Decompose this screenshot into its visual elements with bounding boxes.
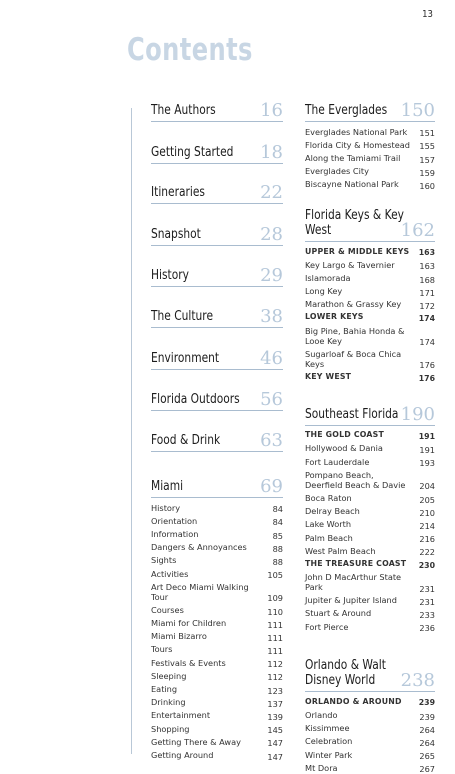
toc-entry-page: 230 bbox=[418, 560, 435, 570]
toc-entry-label: Palm Beach bbox=[305, 532, 353, 543]
toc-entry-page: 264 bbox=[419, 738, 435, 748]
toc-heading-page: 238 bbox=[400, 670, 435, 692]
toc-entry-page: 105 bbox=[267, 570, 283, 581]
toc-heading-label: The Culture bbox=[151, 309, 214, 324]
toc-entry[interactable] bbox=[305, 125, 435, 138]
toc-entry[interactable] bbox=[151, 656, 283, 669]
toc-entry[interactable] bbox=[151, 643, 283, 656]
toc-section-florida-outdoors bbox=[151, 383, 283, 411]
toc-entry-label: Drinking bbox=[151, 697, 186, 708]
toc-entry-page: 171 bbox=[419, 287, 435, 298]
toc-entry[interactable] bbox=[151, 669, 283, 682]
toc-entry[interactable] bbox=[305, 544, 435, 557]
toc-section-the-culture bbox=[151, 300, 283, 328]
toc-entry-page: 176 bbox=[418, 373, 435, 383]
toc-heading-label: Florida Keys & Key West bbox=[305, 207, 404, 238]
toc-entry-label: Art Deco Miami Walking Tour bbox=[151, 581, 249, 602]
toc-section-food-and-drink bbox=[151, 424, 283, 452]
toc-entry-page: 265 bbox=[419, 751, 435, 762]
toc-entry[interactable] bbox=[305, 245, 435, 258]
toc-entry[interactable] bbox=[305, 531, 435, 544]
toc-entry[interactable] bbox=[305, 258, 435, 271]
toc-heading-page: 162 bbox=[400, 219, 435, 241]
toc-entry-label: Miami for Children bbox=[151, 618, 227, 629]
toc-entry-page: 168 bbox=[419, 274, 435, 285]
toc-entry-page: 267 bbox=[419, 764, 435, 774]
toc-entry[interactable] bbox=[305, 298, 435, 311]
toc-entry-page: 111 bbox=[267, 619, 283, 630]
toc-entry-label: Fort Pierce bbox=[305, 621, 349, 632]
toc-entry-label: Fort Lauderdale bbox=[305, 456, 370, 467]
toc-entry[interactable] bbox=[305, 620, 435, 633]
toc-entry-page: 109 bbox=[267, 593, 283, 604]
toc-entry-label: Festivals & Events bbox=[151, 657, 226, 668]
toc-entry-label: Dangers & Annoyances bbox=[151, 542, 247, 553]
toc-entry[interactable] bbox=[305, 505, 435, 518]
toc-entry-label: Islamorada bbox=[305, 272, 351, 283]
toc-entry-page: 160 bbox=[419, 180, 435, 191]
toc-heading-page: 22 bbox=[260, 182, 283, 203]
toc-entry-page: 210 bbox=[419, 507, 435, 518]
toc-entry-label: Boca Raton bbox=[305, 492, 352, 503]
toc-entry-page: 174 bbox=[419, 337, 435, 348]
toc-entry-label: Winter Park bbox=[305, 749, 353, 760]
toc-heading-label: Orlando & Walt Disney World bbox=[305, 658, 386, 689]
toc-heading-page: 16 bbox=[260, 100, 283, 121]
toc-entry-page: 239 bbox=[418, 698, 435, 708]
toc-entry-page: 88 bbox=[272, 556, 283, 567]
toc-entry-label: Everglades National Park bbox=[305, 126, 408, 137]
toc-entry-page: 88 bbox=[272, 543, 283, 554]
column-divider bbox=[131, 108, 132, 754]
toc-entry-label: Key Largo & Tavernier bbox=[305, 259, 395, 270]
toc-heading-page: 38 bbox=[260, 306, 283, 327]
toc-entry[interactable] bbox=[151, 580, 283, 603]
toc-entry[interactable] bbox=[305, 311, 435, 324]
toc-entry-label: Courses bbox=[151, 604, 184, 615]
toc-entry-page: 216 bbox=[419, 534, 435, 545]
toc-entry-page: 205 bbox=[419, 494, 435, 505]
toc-entry-label: Long Key bbox=[305, 286, 343, 297]
toc-entry-label: Along the Tamiami Trail bbox=[305, 152, 401, 163]
toc-entry[interactable] bbox=[305, 347, 435, 370]
toc-entry-label: Florida City & Homestead bbox=[305, 139, 410, 150]
left-column bbox=[151, 94, 283, 762]
toc-entry[interactable] bbox=[305, 518, 435, 531]
toc-entry-page: 231 bbox=[419, 596, 435, 607]
toc-entry-label: John D MacArthur State Park bbox=[305, 572, 402, 593]
toc-entry-page: 147 bbox=[267, 738, 283, 749]
toc-entry-label: Sights bbox=[151, 555, 177, 566]
toc-entry[interactable] bbox=[151, 603, 283, 616]
toc-section-southeast-florida bbox=[305, 398, 435, 634]
toc-entry-label: Information bbox=[151, 528, 199, 539]
toc-entry-page: 236 bbox=[419, 623, 435, 634]
toc-entry-label: Activities bbox=[151, 568, 189, 579]
toc-heading-label: The Authors bbox=[151, 103, 216, 118]
toc-heading-label: Florida Outdoors bbox=[151, 392, 240, 407]
toc-entry-page: 155 bbox=[419, 141, 435, 152]
toc-section-the-authors bbox=[151, 94, 283, 122]
toc-entry-page: 145 bbox=[267, 725, 283, 736]
toc-entry-label: Biscayne National Park bbox=[305, 179, 399, 190]
toc-entry[interactable] bbox=[151, 501, 283, 514]
toc-entry-page: 112 bbox=[267, 659, 283, 670]
toc-entry[interactable] bbox=[305, 442, 435, 455]
toc-entry-label: Orlando bbox=[305, 710, 338, 721]
toc-entry-page: 147 bbox=[267, 751, 283, 762]
toc-entry-label: LOWER KEYS bbox=[305, 312, 364, 322]
toc-section-florida-keys-and-key-west bbox=[305, 203, 435, 384]
toc-heading[interactable] bbox=[151, 136, 283, 164]
toc-heading[interactable] bbox=[151, 424, 283, 452]
toc-heading[interactable] bbox=[151, 342, 283, 370]
toc-entry[interactable] bbox=[305, 695, 435, 708]
toc-entry[interactable] bbox=[151, 722, 283, 735]
toc-entry-page: 193 bbox=[419, 458, 435, 469]
toc-entry[interactable] bbox=[305, 178, 435, 191]
toc-entry[interactable] bbox=[305, 491, 435, 504]
toc-heading-page: 28 bbox=[260, 224, 283, 245]
toc-entry-label: History bbox=[151, 502, 181, 513]
toc-heading-label: Itineraries bbox=[151, 185, 205, 200]
toc-entry[interactable] bbox=[151, 554, 283, 567]
right-column bbox=[305, 94, 435, 774]
toc-entry[interactable] bbox=[305, 151, 435, 164]
toc-entry-page: 214 bbox=[419, 520, 435, 531]
toc-entry[interactable] bbox=[305, 285, 435, 298]
toc-entry-page: 159 bbox=[419, 167, 435, 178]
toc-entry-page: 111 bbox=[267, 646, 283, 657]
toc-heading[interactable] bbox=[305, 94, 435, 122]
toc-heading-page: 29 bbox=[260, 265, 283, 286]
toc-entry-label: Eating bbox=[151, 684, 178, 695]
toc-entry-label: Orientation bbox=[151, 515, 198, 526]
page-title: Contents bbox=[127, 32, 253, 68]
toc-entry[interactable] bbox=[151, 541, 283, 554]
toc-entry[interactable] bbox=[151, 630, 283, 643]
toc-entry-label: Marathon & Grassy Key bbox=[305, 299, 402, 310]
toc-entry[interactable] bbox=[305, 455, 435, 468]
toc-section-miami bbox=[151, 470, 283, 762]
toc-heading[interactable] bbox=[305, 653, 435, 692]
toc-entry-label: Lake Worth bbox=[305, 519, 352, 530]
toc-entry-page: 123 bbox=[267, 685, 283, 696]
toc-section-itineraries bbox=[151, 176, 283, 204]
toc-entry-label: Getting Around bbox=[151, 749, 214, 760]
toc-entry[interactable] bbox=[305, 735, 435, 748]
toc-entry[interactable] bbox=[305, 468, 435, 491]
toc-heading[interactable] bbox=[151, 94, 283, 122]
toc-heading-page: 190 bbox=[400, 403, 435, 425]
toc-heading[interactable] bbox=[151, 470, 283, 498]
toc-heading-label: Getting Started bbox=[151, 145, 234, 160]
toc-entry[interactable] bbox=[305, 571, 435, 594]
toc-entry-label: UPPER & MIDDLE KEYS bbox=[305, 246, 410, 256]
toc-heading[interactable] bbox=[151, 300, 283, 328]
toc-entry[interactable] bbox=[305, 761, 435, 774]
toc-entry-page: 163 bbox=[418, 248, 435, 258]
toc-entry-label: KEY WEST bbox=[305, 372, 352, 382]
toc-entry-label: Jupiter & Jupiter Island bbox=[305, 595, 397, 606]
toc-entry-page: 137 bbox=[267, 698, 283, 709]
toc-entry-page: 85 bbox=[272, 530, 283, 541]
toc-heading-page: 18 bbox=[260, 142, 283, 163]
toc-heading-label: Environment bbox=[151, 351, 220, 366]
toc-section-history bbox=[151, 259, 283, 287]
toc-heading[interactable] bbox=[151, 176, 283, 204]
toc-entry-page: 172 bbox=[419, 300, 435, 311]
toc-entry-label: Pompano Beach, Deerfield Beach & Davie bbox=[305, 469, 406, 490]
toc-entry-label: Mt Dora bbox=[305, 762, 338, 773]
toc-entry[interactable] bbox=[305, 165, 435, 178]
toc-entry-page: 163 bbox=[419, 261, 435, 272]
toc-heading[interactable] bbox=[305, 398, 435, 426]
toc-entry-page: 264 bbox=[419, 724, 435, 735]
toc-entry[interactable] bbox=[151, 567, 283, 580]
toc-entry-page: 84 bbox=[272, 504, 283, 515]
toc-heading-label: Southeast Florida bbox=[305, 406, 399, 422]
toc-entry-label: Miami Bizarro bbox=[151, 631, 207, 642]
toc-heading[interactable] bbox=[151, 383, 283, 411]
toc-entry[interactable] bbox=[305, 138, 435, 151]
toc-entry-label: Getting There & Away bbox=[151, 736, 241, 747]
toc-entry-page: 239 bbox=[419, 711, 435, 722]
toc-entry-page: 157 bbox=[419, 154, 435, 165]
toc-entry-label: Sugarloaf & Boca Chica Keys bbox=[305, 348, 402, 369]
toc-heading-label: History bbox=[151, 268, 189, 283]
toc-entry-page: 151 bbox=[419, 128, 435, 139]
toc-entry[interactable] bbox=[151, 709, 283, 722]
toc-entry[interactable] bbox=[305, 722, 435, 735]
toc-entry-label: Kissimmee bbox=[305, 723, 350, 734]
toc-entry-label: Tours bbox=[151, 644, 173, 655]
toc-entry-label: West Palm Beach bbox=[305, 545, 376, 556]
toc-section-the-everglades bbox=[305, 94, 435, 191]
toc-entry[interactable] bbox=[151, 748, 283, 761]
toc-entry-label: THE GOLD COAST bbox=[305, 430, 384, 440]
toc-entry[interactable] bbox=[305, 594, 435, 607]
toc-entry-page: 222 bbox=[419, 547, 435, 558]
toc-heading-label: Snapshot bbox=[151, 227, 201, 242]
toc-entry[interactable] bbox=[305, 271, 435, 284]
page-number: 13 bbox=[422, 9, 433, 20]
toc-heading-page: 46 bbox=[260, 348, 283, 369]
toc-entry-label: Everglades City bbox=[305, 166, 369, 177]
toc-entry-page: 139 bbox=[267, 712, 283, 722]
toc-entry[interactable] bbox=[151, 735, 283, 748]
toc-entry-label: Entertainment bbox=[151, 710, 211, 721]
toc-entry-page: 191 bbox=[419, 445, 435, 455]
toc-entry-label: Delray Beach bbox=[305, 506, 360, 517]
toc-section-environment bbox=[151, 342, 283, 370]
toc-heading-page: 63 bbox=[260, 430, 283, 451]
toc-entry-page: 174 bbox=[418, 314, 435, 324]
toc-section-snapshot bbox=[151, 218, 283, 246]
toc-section-getting-started bbox=[151, 136, 283, 164]
toc-heading-label: Miami bbox=[151, 479, 184, 494]
toc-entry[interactable] bbox=[305, 557, 435, 570]
toc-entry-label: Sleeping bbox=[151, 670, 187, 681]
toc-entry-page: 112 bbox=[267, 672, 283, 683]
toc-entry-label: Celebration bbox=[305, 736, 353, 747]
toc-entry[interactable] bbox=[305, 370, 435, 383]
toc-heading-page: 56 bbox=[260, 389, 283, 410]
toc-entry-page: 231 bbox=[419, 583, 435, 594]
toc-entry-label: Hollywood & Dania bbox=[305, 443, 383, 454]
toc-entry[interactable] bbox=[151, 696, 283, 709]
toc-entry[interactable] bbox=[305, 708, 435, 721]
toc-entry[interactable] bbox=[305, 607, 435, 620]
toc-heading-page: 69 bbox=[260, 476, 283, 497]
toc-entry[interactable] bbox=[151, 617, 283, 630]
toc-heading[interactable] bbox=[151, 218, 283, 246]
toc-heading[interactable] bbox=[305, 203, 435, 242]
toc-entry-label: Stuart & Around bbox=[305, 608, 372, 619]
toc-entry-page: 110 bbox=[267, 606, 283, 617]
toc-entry-label: ORLANDO & AROUND bbox=[305, 696, 402, 706]
toc-entry-page: 176 bbox=[419, 360, 435, 371]
toc-entry-page: 191 bbox=[418, 431, 435, 441]
toc-entry-page: 84 bbox=[272, 517, 283, 528]
toc-entry[interactable] bbox=[151, 527, 283, 540]
toc-entry[interactable] bbox=[305, 324, 435, 347]
toc-entry[interactable] bbox=[151, 514, 283, 527]
toc-entry-page: 111 bbox=[267, 632, 283, 643]
toc-entry[interactable] bbox=[151, 682, 283, 695]
toc-entry-label: Big Pine, Bahia Honda & Looe Key bbox=[305, 325, 405, 346]
toc-section-orlando-and-walt-disney-world bbox=[305, 653, 435, 774]
toc-entry-page: 204 bbox=[419, 481, 435, 492]
toc-heading-label: The Everglades bbox=[305, 103, 388, 118]
toc-entry[interactable] bbox=[305, 429, 435, 442]
toc-heading-label: Food & Drink bbox=[151, 433, 221, 448]
toc-heading-page: 150 bbox=[400, 100, 435, 121]
toc-heading[interactable] bbox=[151, 259, 283, 287]
toc-entry-label: THE TREASURE COAST bbox=[305, 558, 407, 568]
toc-entry[interactable] bbox=[305, 748, 435, 761]
toc-entry-label: Shopping bbox=[151, 723, 190, 734]
toc-entry-page: 233 bbox=[419, 610, 435, 621]
